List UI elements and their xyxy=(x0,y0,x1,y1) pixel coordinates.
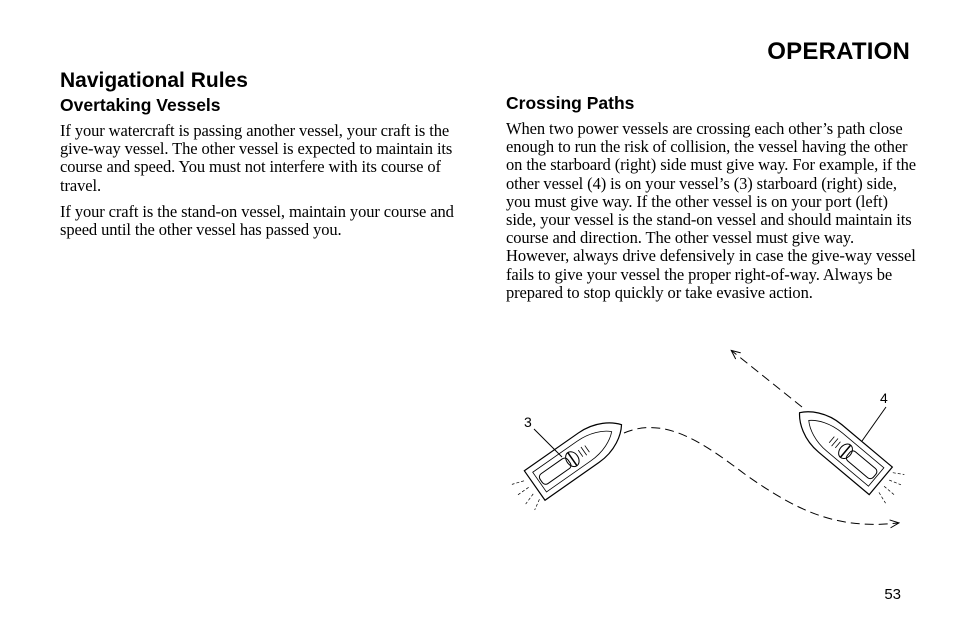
vessel-4-course-line xyxy=(732,351,802,407)
paragraph-overtaking-1: If your watercraft is passing another vessel, your craft is the give-way vessel. The other vessel is expected to maintain its course and speed. You must not interfere with its course of travel. xyxy=(60,121,453,195)
vessel-3-leader xyxy=(534,429,562,457)
vessel-4-icon xyxy=(788,397,909,507)
right-column xyxy=(506,92,916,310)
subtitle-crossing: Crossing Paths xyxy=(506,93,635,113)
vessel-4-label: 4 xyxy=(880,390,888,406)
page-title: Navigational Rules xyxy=(60,69,248,92)
crossing-paths-diagram xyxy=(506,345,916,535)
left-column xyxy=(60,68,470,247)
section-header: OPERATION xyxy=(767,38,910,65)
vessel-3-label: 3 xyxy=(524,414,532,430)
paragraph-overtaking-2: If your craft is the stand-on vessel, maintain your course and speed until the other vessel has passed you. xyxy=(60,201,454,240)
vessel-4-leader xyxy=(862,407,886,441)
paragraph-crossing: When two power vessels are crossing each other’s path close enough to run the risk of collision, the vessel having the other on the starboard (right) side must give way. For example, if the other vessel (4) is on your vessel’s (3) starboard (right) side, you must give way. If the other vessel is on your port (left) side, your vessel is the stand-on vessel and should maintain its course and direction. The other vessel must give way. However, always drive defensively in case the give-way vessel fails to give your vessel the proper right-of-way. Always be prepared to stop quickly or take evasive action. xyxy=(506,119,916,302)
subtitle-overtaking: Overtaking Vessels xyxy=(60,95,221,115)
page-number: 53 xyxy=(884,586,901,603)
